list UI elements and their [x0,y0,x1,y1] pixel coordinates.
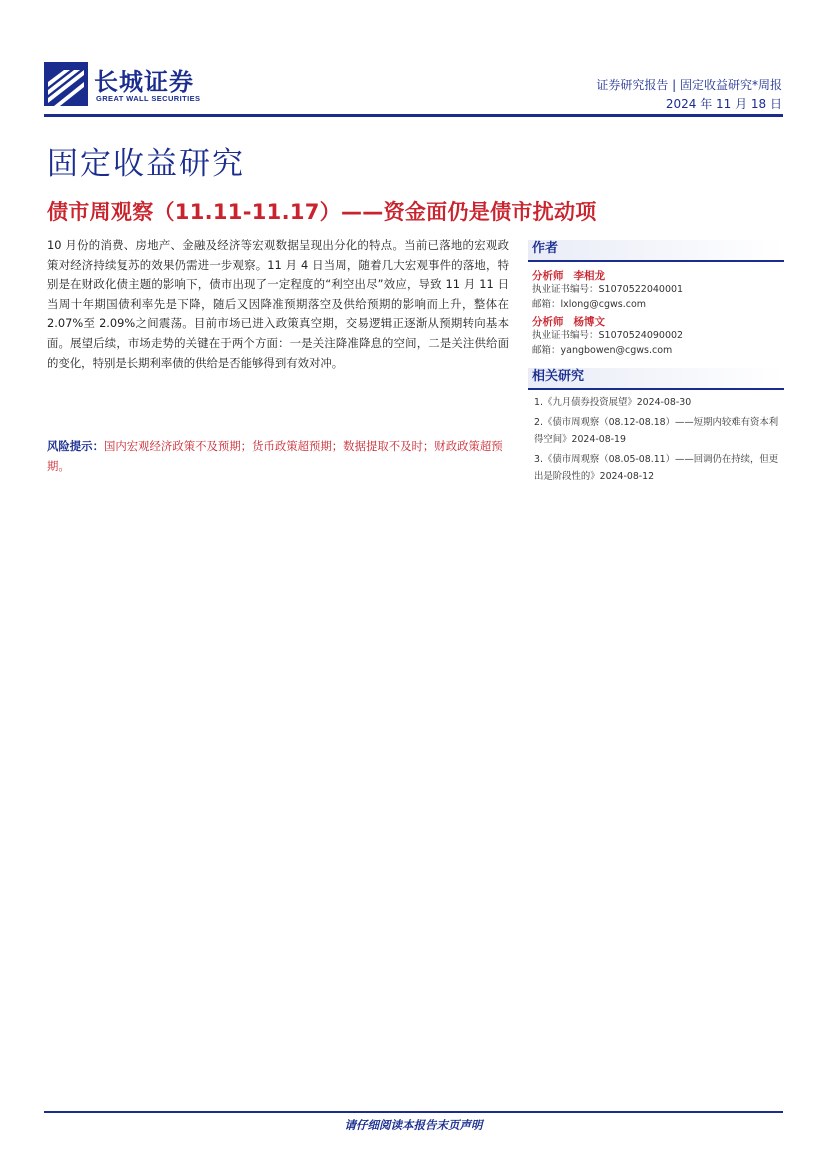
related-report-link[interactable]: 3.《债市周观察（08.05-08.11）——回调仍在持续，但更出是阶段性的》2024-08-12 [534,453,779,482]
logo-chinese-name: 长城证券 [94,67,194,96]
summary-paragraph: 10 月份的消费、房地产、金融及经济等宏观数据呈现出分化的特点。当前已落地的宏观政策对经济持续复苏的效果仍需进一步观察。11 月 4 日当周，随着几大宏观事件的落地，特别是在财政化债主题的影响下，债市出现了一定程度的“利空出尽”效应，导致 11 月 11 日当周十年期国债利率先是下降，随后又因降准预期落空及供给预期的影响而上升，整体在 2.07%至 2.09%之间震荡。目前市场已进入政策真空期，交易逻辑正逐渐从预期转向基本面。展望后续，市场走势的关键在于两个方面：一是关注降准降息的空间，二是关注供给面的变化，特别是长期利率债的供给是否能够得到有效对冲。 [47,238,509,370]
analyst-role: 分析师 [532,316,564,328]
sidebar [528,240,784,488]
analyst-cert: 执业证书编号：S1070524090002 [532,330,684,341]
report-meta [596,76,782,114]
risk-label: 风险提示： [47,439,104,453]
risk-warning [47,436,509,476]
related-report-link[interactable]: 1.《九月债券投资展望》2024-08-30 [534,397,692,408]
analyst-role: 分析师 [532,270,564,282]
report-category: 证券研究报告 | 固定收益研究*周报 [596,78,782,92]
great-wall-logo-icon [44,62,88,106]
report-title: 债市周观察（11.11-11.17）——资金面仍是债市扰动项 [47,200,597,224]
related-research-list [528,390,784,486]
analyst-cert: 执业证书编号：S1070522040001 [532,284,684,295]
footer-divider [44,1111,783,1113]
report-date: 2024 年 11 月 18 日 [665,97,782,111]
analyst-email[interactable]: 邮箱：lxlong@cgws.com [532,298,647,310]
analyst-name: 李相龙 [573,270,605,282]
authors-heading: 作者 [528,240,784,262]
footer-disclaimer: 请仔细阅读本报告末页声明 [344,1118,483,1132]
company-logo [44,62,234,108]
related-research-heading: 相关研究 [528,368,784,390]
related-report-link[interactable]: 2.《债市周观察（08.12-08.18）——短期内较难有资本利得空间》2024-08-19 [534,416,779,445]
analyst-email[interactable]: 邮箱：yangbowen@cgws.com [532,344,673,356]
analyst-block [528,315,784,358]
analyst-name: 杨博文 [573,316,605,328]
section-title: 固定收益研究 [47,146,245,182]
logo-english-name: GREAT WALL SECURITIES [96,94,201,103]
risk-text: 国内宏观经济政策不及预期；货币政策超预期；数据提取不及时；财政政策超预期。 [47,439,503,473]
analyst-block [528,269,784,312]
header-divider [44,114,783,117]
